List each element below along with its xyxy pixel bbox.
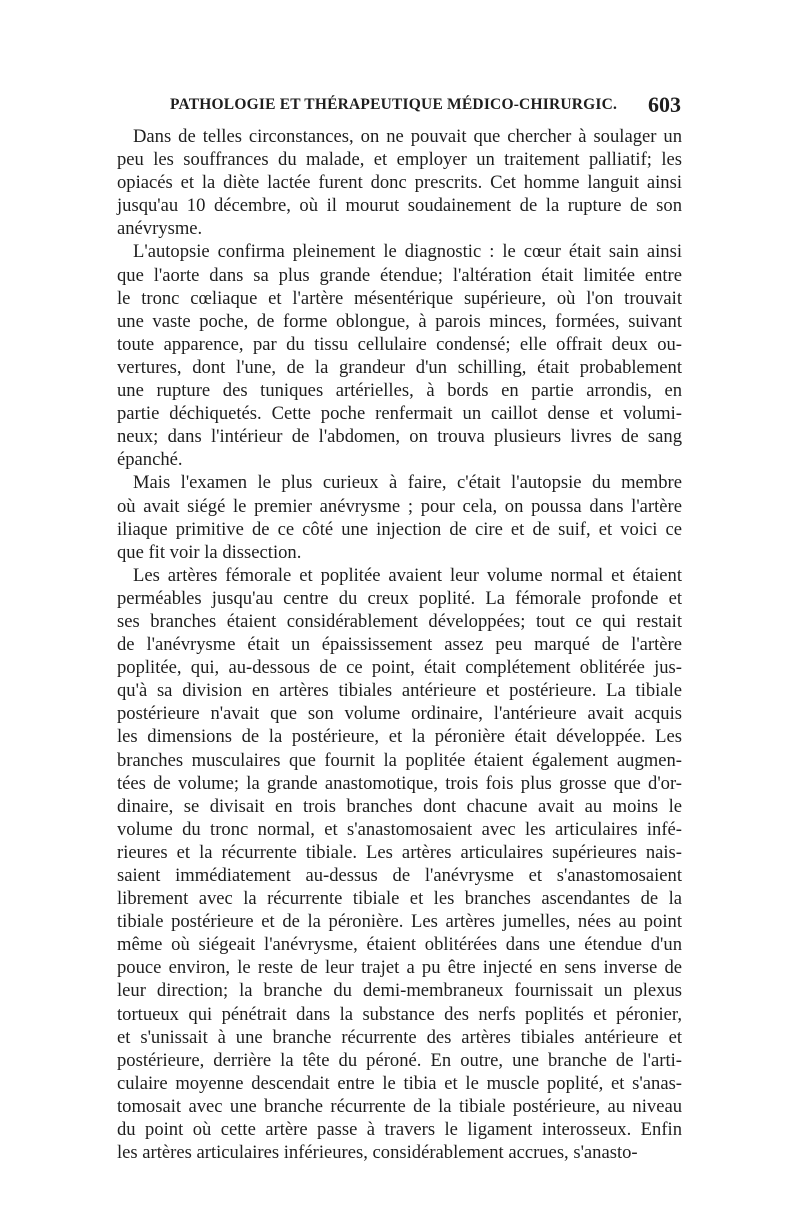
text-line: rieures et la récurrente tibiale. Les artères articulaires supérieures nais- [117,841,682,863]
text-line: poplitée, qui, au-dessous de ce point, était complétement oblitérée jus- [117,657,682,679]
text-line: perméables jusqu'au centre du creux poplité. La fémorale profonde et [117,587,682,609]
text-line: les dimensions de la postérieure, et la péronière était développée. Les [117,726,682,748]
text-line: épanché. [117,449,183,471]
text-line: iliaque primitive de ce côté une injection de cire et de suif, et voici ce [117,518,682,540]
text-line: même où siégeait l'anévrysme, étaient oblitérées dans une étendue d'un [117,934,682,956]
page-header [118,94,681,124]
text-line: pouce environ, le reste de leur trajet a pu être injecté en sens inverse de [117,957,682,979]
text-line: branches musculaires que fournit la poplitée étaient également augmen- [117,749,682,771]
text-line: postérieure, derrière la tête du péroné. En outre, une branche de l'arti- [117,1049,682,1071]
text-line: et s'unissait à une branche récurrente des artères tibiales antérieure et [117,1026,682,1048]
paragraph [117,125,682,240]
text-line: postérieure n'avait que son volume ordinaire, l'antérieure avait acquis [117,703,682,725]
text-line: L'autopsie confirma pleinement le diagnostic : le cœur était sain ainsi [133,241,682,263]
text-line: vertures, dont l'une, de la grandeur d'un schilling, était probablement [117,356,682,378]
paragraph [117,471,682,563]
text-line: une rupture des tuniques artérielles, à bords en partie arrondis, en [117,380,682,402]
text-line: Les artères fémorale et poplitée avaient leur volume normal et étaient [133,564,682,586]
text-line: saient immédiatement au-dessus de l'anévrysme et s'anastomosaient [117,865,682,886]
text-line: dinaire, se divisait en trois branches dont chacune avait au moins le [117,795,682,817]
text-line: le tronc cœliaque et l'artère mésentérique supérieure, où l'on trouvait [117,287,682,309]
text-line: une vaste poche, de forme oblongue, à parois minces, formées, suivant [117,310,682,332]
text-line: de l'anévrysme était un épaississement assez peu marqué de l'artère [117,634,682,656]
text-line: tibiale postérieure et de la péronière. Les artères jumelles, nées au point [117,911,682,933]
text-line: neux; dans l'intérieur de l'abdomen, on trouva plusieurs livres de sang [117,426,682,448]
text-line: où avait siégé le premier anévrysme ; pour cela, on poussa dans l'artère [117,495,682,517]
text-line: tortueux qui pénétrait dans la substance des nerfs poplités et péronier, [117,1003,682,1025]
text-line: que l'aorte dans sa plus grande étendue; l'altération était limitée entre [117,264,682,286]
text-line: leur direction; la branche du demi-membraneux fournissait un plexus [117,980,682,1002]
text-line: tées de volume; la grande anastomotique, trois fois plus grosse que d'or- [117,772,682,794]
text-line: culaire moyenne descendait entre le tibia et le muscle poplité, et s'anas- [117,1072,682,1094]
text-line: toute apparence, par du tissu cellulaire condensé; elle offrait deux ou- [117,333,682,355]
text-line: que fit voir la dissection. [117,541,302,563]
body-text [117,125,682,1164]
text-line: jusqu'au 10 décembre, où il mourut soudainement de la rupture de son [117,195,682,217]
text-line: Mais l'examen le plus curieux à faire, c'était l'autopsie du membre [133,472,682,494]
paragraph [117,564,682,1164]
page-number: 603 [648,92,681,117]
paragraph [117,240,682,471]
text-line: du point où cette artère passe à travers le ligament interosseux. Enfin [117,1119,682,1141]
text-line: librement avec la récurrente tibiale et les branches ascendantes de la [117,888,682,910]
text-line: peu les souffrances du malade, et employer un traitement palliatif; les [117,149,682,171]
text-line: ses branches étaient considérablement développées; tout ce qui restait [117,610,682,632]
text-line: les artères articulaires inférieures, considérablement accrues, s'anasto- [117,1142,638,1164]
text-line: opiacés et la diète lactée furent donc prescrits. Cet homme languit ainsi [117,172,682,194]
text-line: Dans de telles circonstances, on ne pouvait que chercher à soulager un [133,126,682,147]
text-line: partie déchiquetés. Cette poche renfermait un caillot dense et volumi- [117,403,682,425]
text-line: tomosait avec une branche récurrente de la tibiale postérieure, au niveau [117,1095,682,1117]
text-line: qu'à sa division en artères tibiales antérieure et postérieure. La tibiale [117,680,682,702]
text-line: volume du tronc normal, et s'anastomosaient avec les articulaires infé- [117,818,682,840]
running-title: PATHOLOGIE ET THÉRAPEUTIQUE MÉDICO-CHIRURGIC. [170,96,618,113]
text-line: anévrysme. [117,218,203,240]
